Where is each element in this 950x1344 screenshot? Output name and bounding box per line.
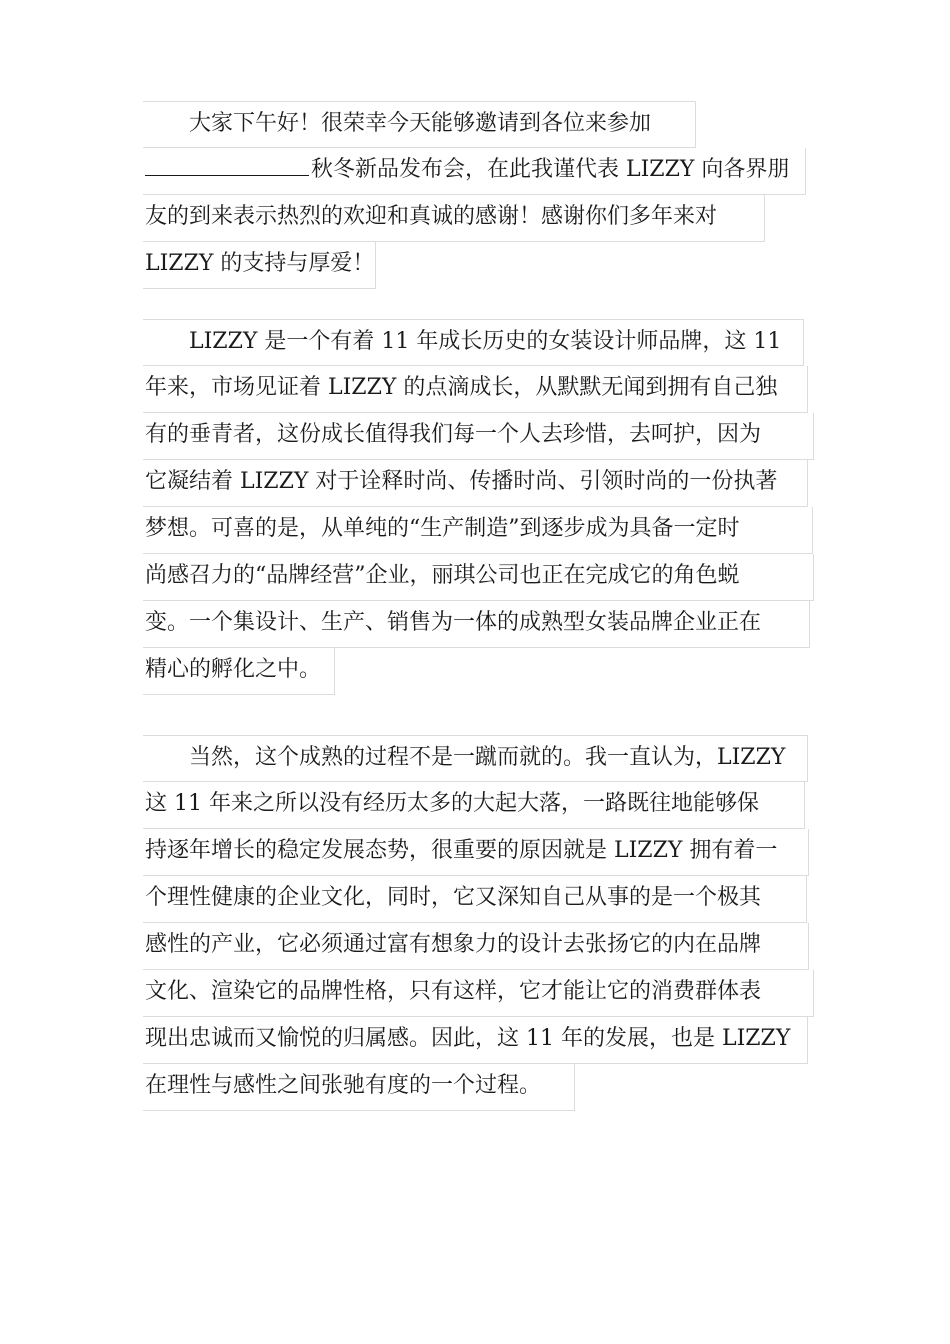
text-line: 友的到来表示热烈的欢迎和真诚的感谢！感谢你们多年来对 [143,195,765,242]
text-line [143,148,806,195]
fill-in-blank [145,149,309,176]
text-line: 现出忠诚而又愉悦的归属感。因此，这 11 年的发展，也是 LIZZY [143,1017,808,1064]
text-line: 当然，这个成熟的过程不是一蹴而就的。我一直认为，LIZZY [143,735,808,782]
text-line: LIZZY 的支持与厚爱！ [143,242,376,289]
text-line: 感性的产业，它必须通过富有想象力的设计去张扬它的内在品牌 [143,923,809,970]
text-line: 变。一个集设计、生产、销售为一体的成熟型女装品牌企业正在 [143,601,810,648]
text-line: 持逐年增长的稳定发展态势，很重要的原因就是 LIZZY 拥有着一 [143,829,809,876]
text-line: 梦想。可喜的是，从单纯的“生产制造”到逐步成为具备一定时 [143,507,813,554]
paragraph-3 [143,735,823,1111]
text-line-content: 秋冬新品发布会，在此我谨代表 LIZZY 向各界朋 [311,157,790,182]
text-line: 个理性健康的企业文化，同时，它又深知自己从事的是一个极其 [143,876,807,923]
text-line: 大家下午好！很荣幸今天能够邀请到各位来参加 [143,101,696,148]
text-line: 尚感召力的“品牌经营”企业，丽琪公司也正在完成它的角色蜕 [143,554,814,601]
text-line: 文化、渲染它的品牌性格，只有这样，它才能让它的消费群体表 [143,970,814,1017]
text-line: 有的垂青者，这份成长值得我们每一个人去珍惜，去呵护，因为 [143,413,814,460]
text-line: 精心的孵化之中。 [143,648,335,695]
text-line: 它凝结着 LIZZY 对于诠释时尚、传播时尚、引领时尚的一份执著 [143,460,808,507]
text-line: 在理性与感性之间张驰有度的一个过程。 [143,1064,575,1111]
text-line: 这 11 年来之所以没有经历太多的大起大落，一路既往地能够保 [143,782,805,829]
text-line: LIZZY 是一个有着 11 年成长历史的女装设计师品牌，这 11 [143,319,804,366]
text-line: 年来，市场见证着 LIZZY 的点滴成长，从默默无闻到拥有自己独 [143,366,808,413]
paragraph-2 [143,319,823,695]
paragraph-1 [143,101,823,289]
